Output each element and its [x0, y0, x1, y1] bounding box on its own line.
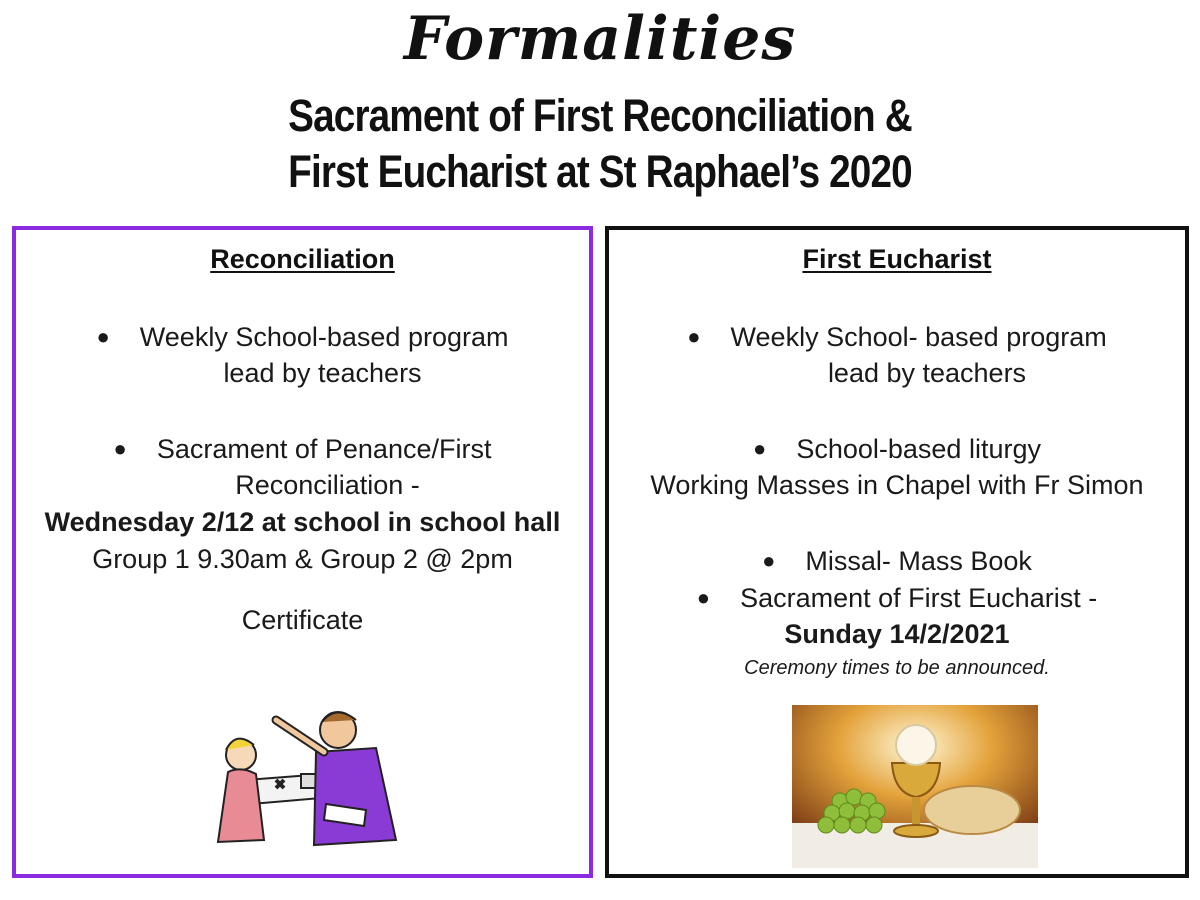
- bullet-icon: ●: [753, 436, 767, 461]
- bullet-icon: ●: [696, 585, 711, 610]
- reconciliation-heading: Reconciliation: [210, 244, 395, 274]
- reconciliation-bullet-1-cont: lead by teachers: [223, 358, 422, 388]
- bullet-text: Weekly School-based program: [139, 322, 509, 352]
- chalice-host-grapes-bread-photo: [792, 705, 1038, 868]
- reconciliation-bullet-2-cont: Reconciliation -: [235, 470, 420, 500]
- eucharist-bullet-2: [609, 430, 1185, 468]
- eucharist-bullet-2-cont: Working Masses in Chapel with Fr Simon: [650, 470, 1144, 500]
- eucharist-panel: [605, 226, 1189, 878]
- bullet-text: School-based liturgy: [796, 434, 1041, 464]
- bullet-icon: ●: [687, 324, 701, 349]
- eucharist-heading: First Eucharist: [802, 244, 992, 274]
- eucharist-date: Sunday 14/2/2021: [784, 619, 1010, 649]
- title-line-1: Sacrament of First Reconciliation &: [288, 90, 912, 141]
- page-title: [84, 88, 1116, 200]
- eucharist-bullet-4: [609, 579, 1185, 617]
- eucharist-bullet-3: [609, 542, 1185, 580]
- bullet-text: Sacrament of Penance/First: [156, 434, 492, 464]
- reconciliation-bullet-1: [16, 318, 589, 356]
- reconciliation-groups: Group 1 9.30am & Group 2 @ 2pm: [92, 544, 513, 574]
- bullet-icon: ●: [96, 324, 110, 349]
- bullet-icon: ●: [113, 436, 127, 461]
- eucharist-note: Ceremony times to be announced.: [744, 657, 1050, 679]
- reconciliation-date: Wednesday 2/12 at school in school hall: [44, 507, 561, 537]
- reconciliation-certificate: Certificate: [241, 605, 364, 635]
- reconciliation-bullet-2: [16, 430, 589, 468]
- title-line-2: First Eucharist at St Raphael’s 2020: [288, 146, 912, 197]
- eucharist-bullet-1-cont: lead by teachers: [827, 358, 1027, 388]
- priest-child-confession-illustration: [206, 700, 406, 850]
- bullet-text: Missal- Mass Book: [805, 546, 1032, 576]
- bullet-text: Weekly School- based program: [730, 322, 1107, 352]
- bullet-text: Sacrament of First Eucharist -: [740, 583, 1098, 613]
- eucharist-bullet-1: [609, 318, 1185, 356]
- script-title: Formalities: [403, 4, 797, 74]
- reconciliation-panel: [12, 226, 593, 878]
- bullet-icon: ●: [762, 548, 776, 573]
